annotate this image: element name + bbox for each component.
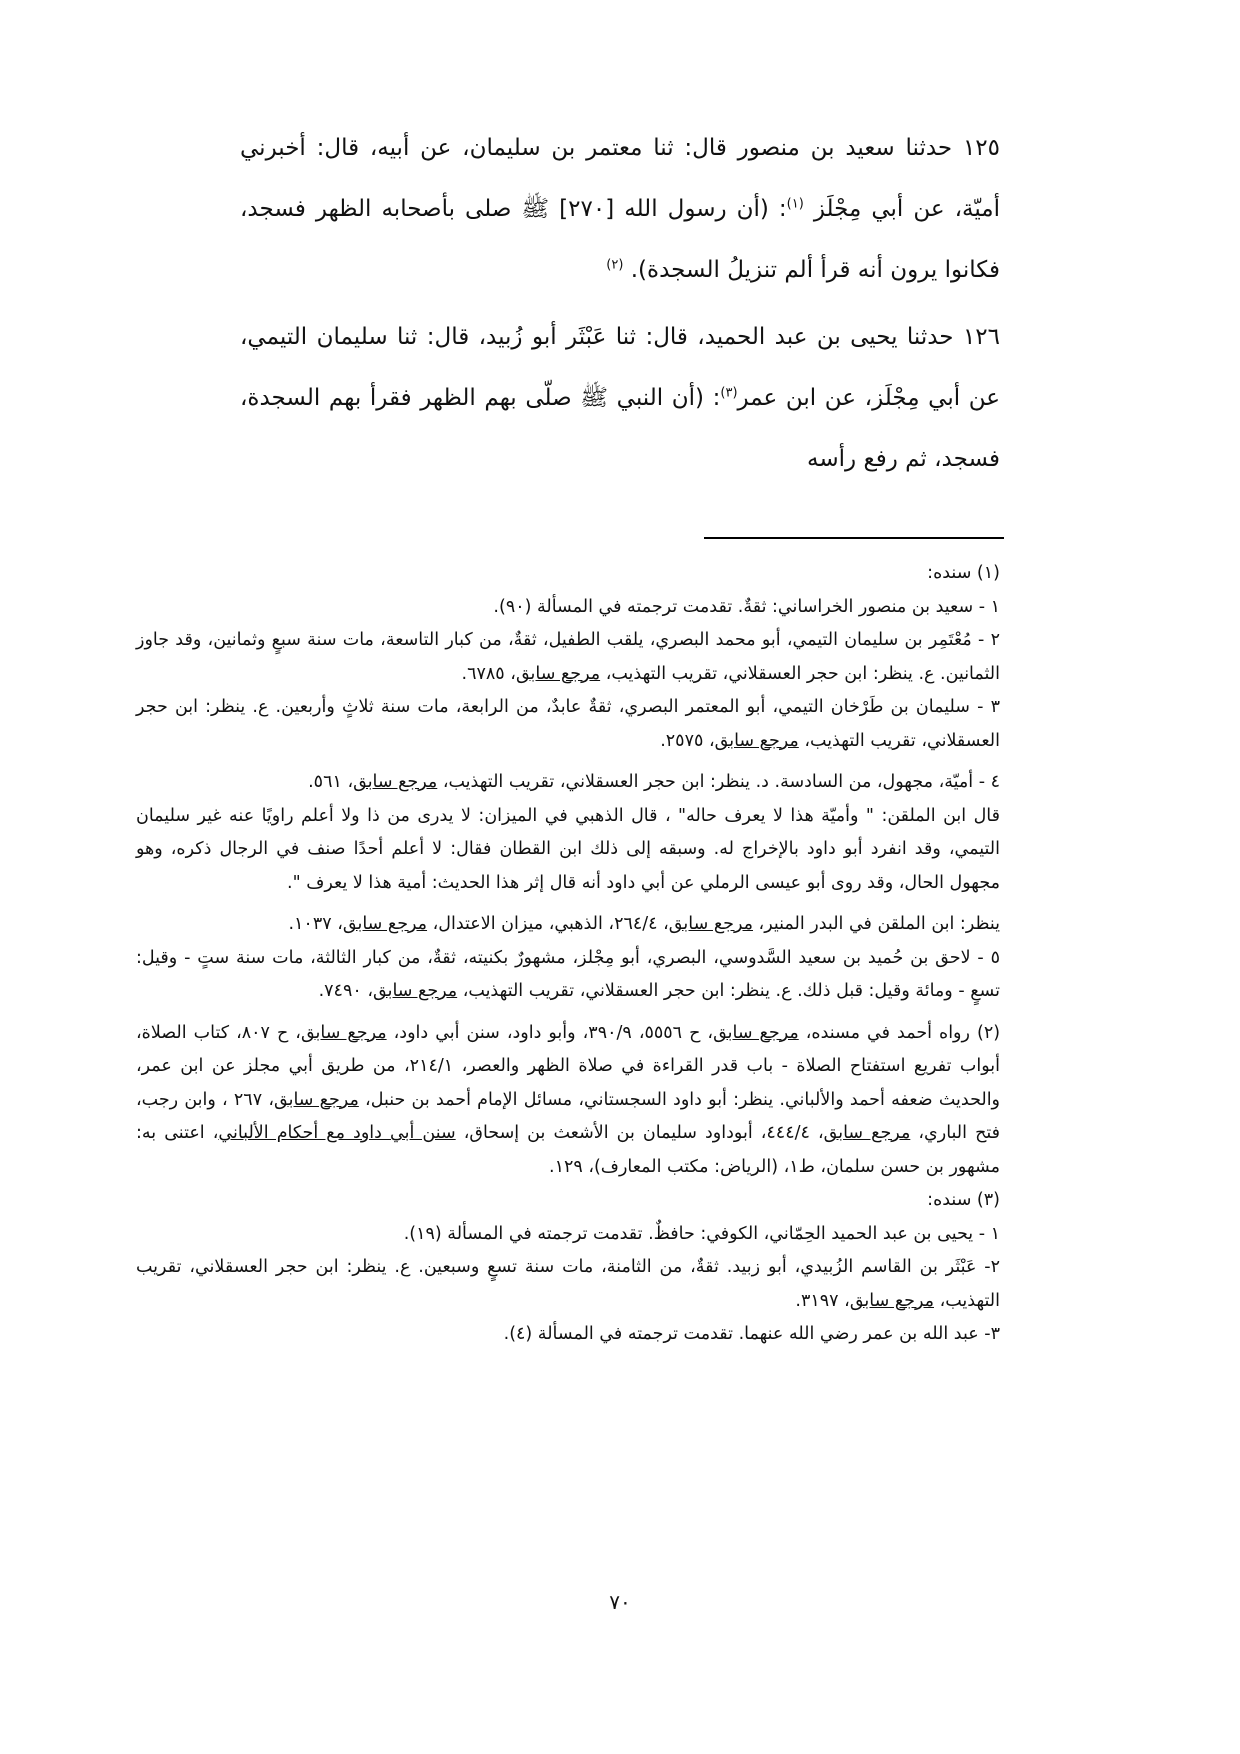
footnote-2: (٢) رواه أحمد في مسنده، مرجع سابق، ح ٥٥٥٦، ٣٩٠/٩، وأبو داود، سنن أبي داود، مرجع سابق، ح ٨٠٧، كتاب الصلاة، أبواب تفريع استفتاح الصلاة - باب قدر القراءة في صلاة الظهر والعصر، ٢١٤/١، من طريق أبي مجلز عن ابن عمر، والحديث ضعفه أحمد والألباني. ينظر: أبو داود السجستاني، مسائل الإمام أحمد بن حنبل، مرجع سابق، ٢٦٧ ، وابن رجب، فتح الباري، مرجع سابق، ٤٤٤/٤، أبوداود سليمان بن الأشعث بن إسحاق، سنن أبي داود مع أحكام الألباني، اعتنى به: مشهور بن حسن سلمان، ط١، (الرياض: مكتب المعارف)، ١٢٩. bbox=[136, 1022, 1001, 1177]
footnote-1-item-5: ٥ - لاحق بن حُميد بن سعيد السَّدوسي، البصري، أبو مِجْلز، مشهورٌ بكنيته، ثقةٌ، من كبار الثالثة، مات سنة ستٍ - وقيل: تسعٍ - ومائة وقيل: قبل ذلك. ع. ينظر: ابن حجر العسقلاني، تقريب التهذيب، مرجع سابق، ٧٤٩٠. bbox=[136, 947, 1000, 1001]
reference-link[interactable]: مرجع سابق bbox=[372, 981, 458, 1001]
reference-link[interactable]: مرجع سابق bbox=[353, 772, 438, 792]
footnote-1-item-4: ٤ - أميّة، مجهول، من السادسة. د. ينظر: ابن حجر العسقلاني، تقريب التهذيب، مرجع سابق، ٥٦١. bbox=[308, 772, 1000, 792]
footnote-1-quote-source: ينظر: ابن الملقن في البدر المنير، مرجع سابق، ٢٦٤/٤، الذهبي، ميزان الاعتدال، مرجع سابق، ١٠٣٧. bbox=[288, 914, 1000, 934]
reference-link[interactable]: مرجع سابق bbox=[300, 1022, 387, 1043]
footnote-1-item-2: ٢ - مُعْتَمِر بن سليمان التيمي، أبو محمد البصري، يلقب الطفيل، ثقةٌ، من كبار التاسعة، مات سنة سبعٍ وثمانين، وقد جاوز الثمانين. ع. ينظر: ابن حجر العسقلاني، تقريب التهذيب، مرجع سابق، ٦٧٨٥. bbox=[136, 630, 1000, 684]
footnote-3-item-2: ٢- عَبْثَر بن القاسم الزُبيدي، أبو زبيد. ثقةٌ، من الثامنة، مات سنة تسعٍ وسبعين. ع. ينظر: ابن حجر العسقلاني، تقريب التهذيب، مرجع سابق، ٣١٩٧. bbox=[136, 1257, 1000, 1311]
page-number: ٧٠ bbox=[609, 1590, 631, 1614]
reference-link[interactable]: مرجع سابق bbox=[515, 663, 601, 684]
footnote-3-item-1: ١ - يحيى بن عبد الحميد الحِمّاني، الكوفي: حافظٌ. تقدمت ترجمته في المسألة (١٩). bbox=[403, 1223, 1000, 1244]
footnote-3-item-3: ٣- عبد الله بن عمر رضي الله عنهما. تقدمت ترجمته في المسألة (٤). bbox=[503, 1324, 1000, 1344]
reference-link[interactable]: مرجع سابق bbox=[668, 914, 753, 934]
reference-link[interactable]: مرجع سابق bbox=[714, 730, 799, 751]
reference-link[interactable]: مرجع سابق bbox=[342, 914, 428, 934]
footnote-1-item-1: ١ - سعيد بن منصور الخراساني: ثقةٌ. تقدمت ترجمته في المسألة (٩٠). bbox=[493, 596, 1000, 617]
footnote-ref-1[interactable]: (١) bbox=[786, 196, 804, 212]
reference-link[interactable]: مرجع سابق bbox=[273, 1089, 359, 1110]
book-title-link[interactable]: سنن أبي داود مع أحكام الألباني bbox=[218, 1123, 456, 1143]
hadith-126-text: ١٢٦ حدثنا يحيى بن عبد الحميد، قال: ثنا عَبْثَر أبو زُبيد، قال: ثنا سليمان التيمي، عن أبي مِجْلَز، عن ابن عمر bbox=[240, 324, 1000, 411]
hadith-125-text-cont: : (أن رسول الله [٢٧٠] ﷺ صلى بأصحابه الظهر فسجد، فكانوا يرون أنه قرأ ألم تنزيلُ السجدة). bbox=[240, 196, 1000, 283]
footnotes bbox=[136, 557, 1000, 1352]
reference-link[interactable]: مرجع سابق bbox=[849, 1290, 934, 1311]
footnote-3-heading: (٣) سنده: bbox=[927, 1190, 1000, 1210]
footnote-1-item-3: ٣ - سليمان بن طَرْخان التيمي، أبو المعتمر البصري، ثقةٌ عابدٌ، من الرابعة، مات سنة ثلاثٍ وأربعين. ع. ينظر: ابن حجر العسقلاني، تقريب التهذيب، مرجع سابق، ٢٥٧٥. bbox=[136, 697, 1000, 751]
hadith-125-text: ١٢٥ حدثنا سعيد بن منصور قال: ثنا معتمر بن سليمان، عن أبيه، قال: أخبرني أميّة، عن أبي مِجْلَز bbox=[240, 135, 1000, 222]
main-text bbox=[240, 118, 1000, 496]
reference-link[interactable]: مرجع سابق bbox=[713, 1022, 799, 1043]
hadith-126-text-cont: : (أن النبي ﷺ صلّى بهم الظهر فقرأ بهم السجدة، فسجد، ثم رفع رأسه bbox=[240, 385, 1000, 472]
footnote-1-quote: قال ابن الملقن: " وأميّة هذا لا يعرف حاله" ، قال الذهبي في الميزان: لا يدرى من ذا ولا أعلم راويًا عنه غير سليمان التيمي، وقد انفرد أبو داود بالإخراج له. وسبقه إلى ذلك ابن القطان فقال: لا أعلم أحدًا صنف في الرجال ذكره، وهو مجهول الحال، وقد روى أبو عيسى الرملي عن أبي داود أنه قال إثر هذا الحديث: أمية هذا لا يعرف ". bbox=[136, 805, 1000, 893]
footnote-ref-3[interactable]: (٣) bbox=[720, 385, 738, 401]
hadith-125 bbox=[240, 118, 1000, 301]
footnote-ref-2[interactable]: (٢) bbox=[606, 257, 624, 273]
footnote-separator bbox=[704, 537, 1004, 539]
reference-link[interactable]: مرجع سابق bbox=[823, 1123, 911, 1143]
hadith-126 bbox=[240, 307, 1000, 490]
footnote-1-heading: (١) سنده: bbox=[927, 563, 1000, 583]
